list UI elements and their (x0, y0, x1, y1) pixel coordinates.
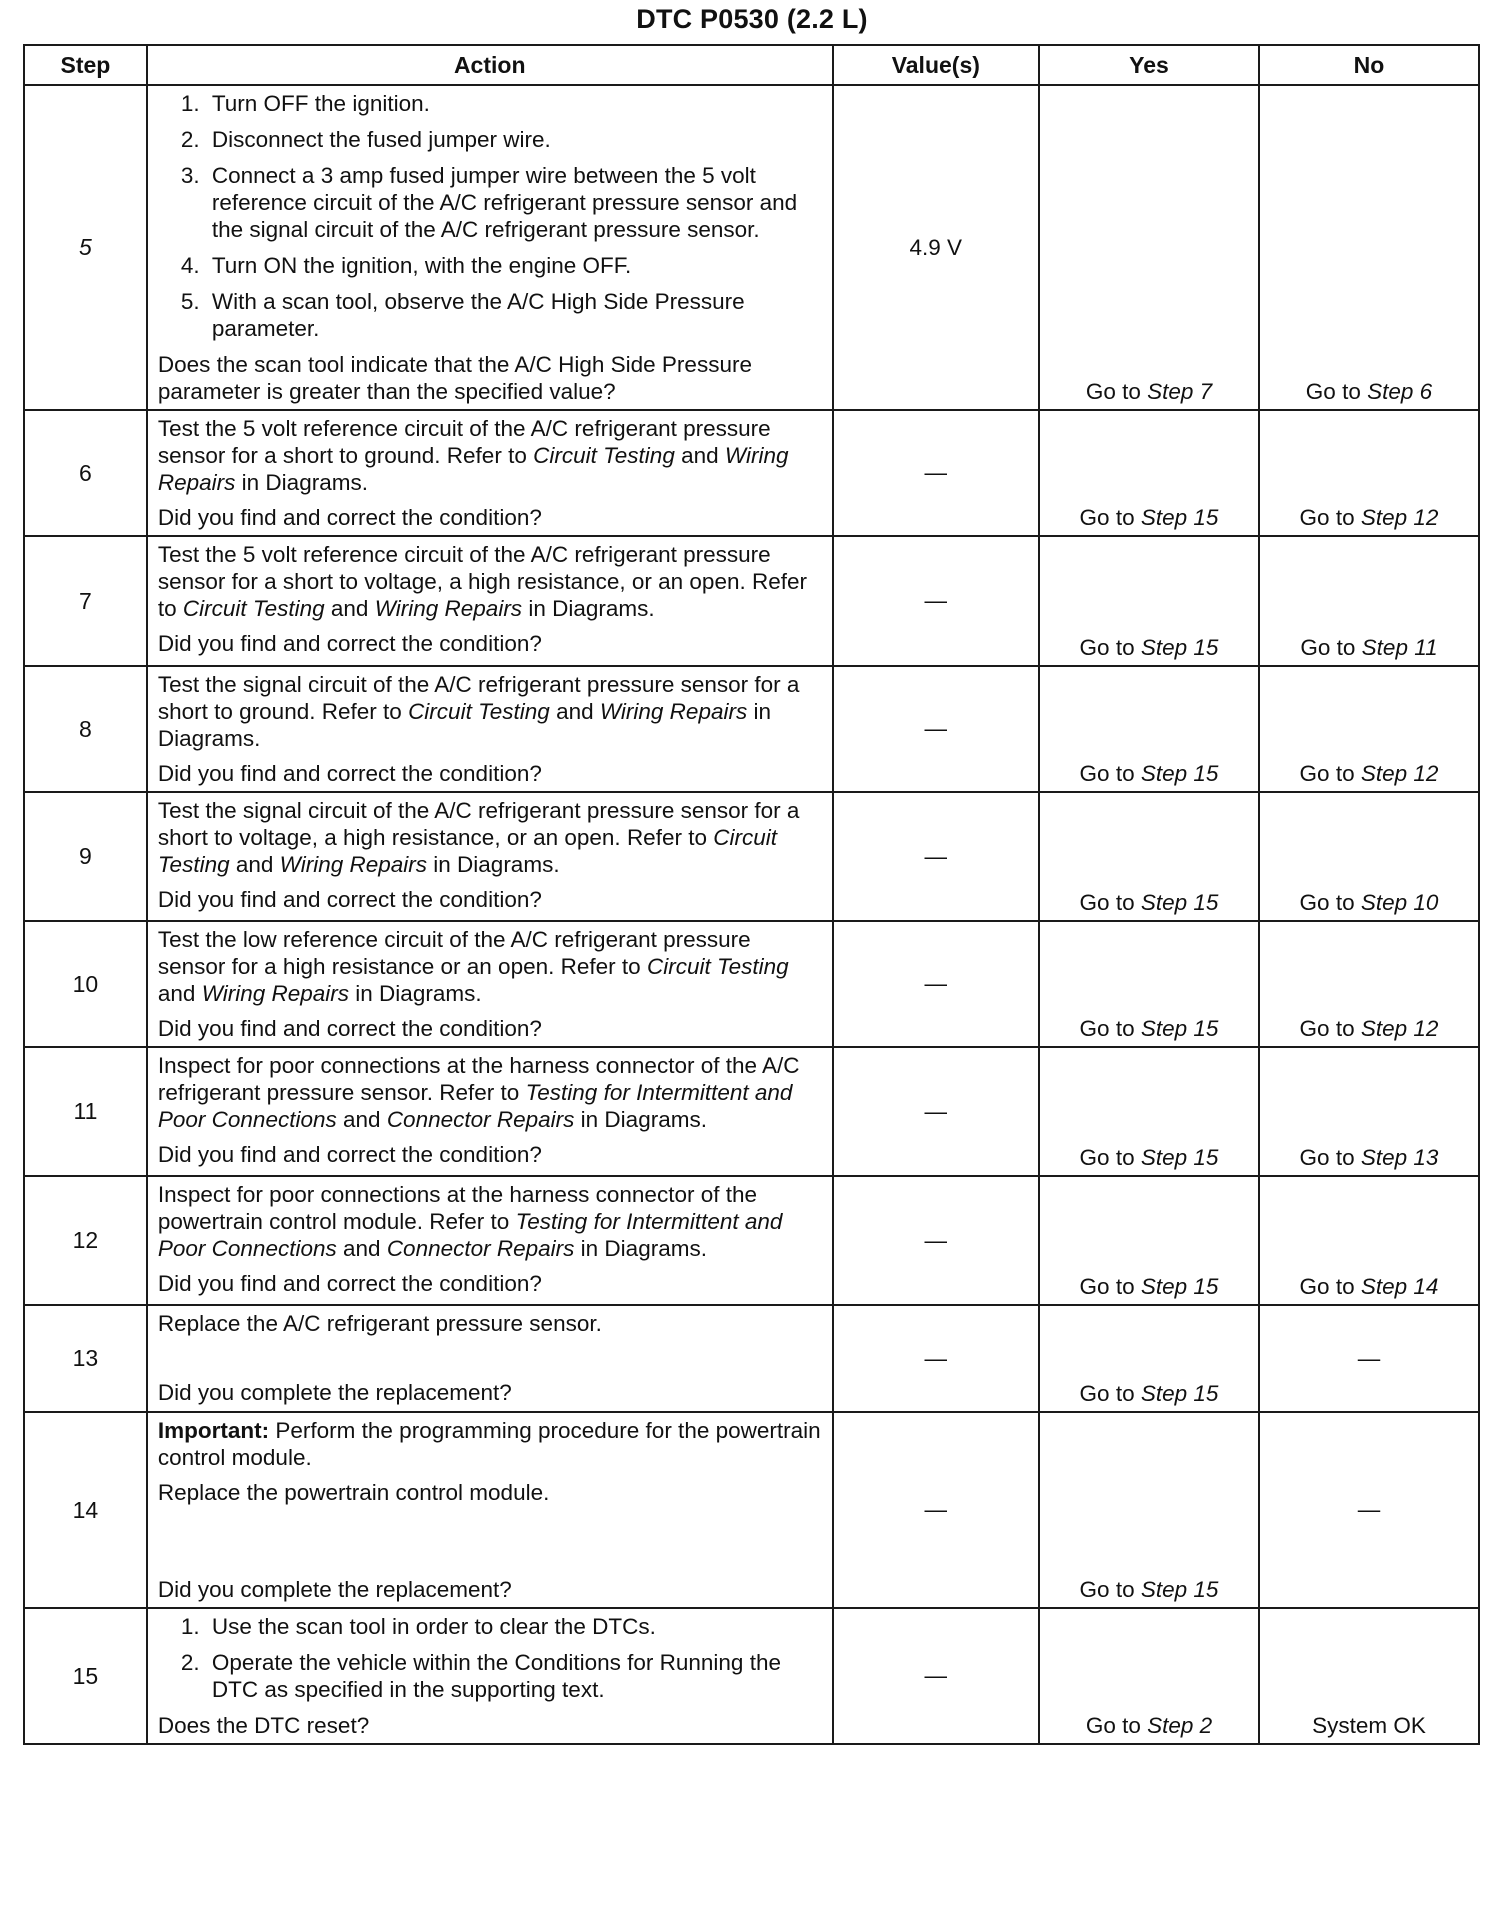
list-item: 3. Connect a 3 amp fused jumper wire between the 5 volt reference circuit of the A/C refrigerant pressure sensor and the signal circuit of the A/C refrigerant pressure sensor. (206, 162, 822, 243)
action-question: Did you find and correct the condition? (157, 505, 542, 530)
step-ref: Step 11 (1361, 635, 1438, 660)
yes-cell: Go to Step 15 (1039, 410, 1259, 536)
action-text: Test the 5 volt reference circuit of the A/C refrigerant pressure sensor for a short to ground. Refer to Circuit Testing and Wiring Repairs in Diagrams. (157, 416, 789, 495)
step-ref: Step 15 (1140, 1577, 1219, 1602)
value-cell: — (833, 1305, 1039, 1412)
no-cell: Go to Step 10 (1259, 792, 1479, 921)
value-cell: — (833, 410, 1039, 536)
step-number: 8 (24, 666, 147, 792)
step-ref: Step 12 (1360, 761, 1439, 786)
step-ref: Step 10 (1360, 890, 1439, 915)
action-question: Did you find and correct the condition? (157, 1142, 542, 1167)
no-cell: Go to Step 11 (1259, 536, 1479, 666)
value-cell: — (833, 921, 1039, 1047)
step-ref: Step 14 (1360, 1274, 1439, 1299)
step-number: 6 (24, 410, 147, 536)
yes-cell (1039, 85, 1259, 410)
action-question: Did you find and correct the condition? (157, 887, 542, 912)
step-ref: Step 15 (1140, 1016, 1219, 1041)
header-no: No (1259, 45, 1479, 85)
value-cell: — (833, 1047, 1039, 1176)
list-item: 2. Operate the vehicle within the Conditions for Running the DTC as specified in the supporting text. (206, 1649, 822, 1703)
step-number: 10 (24, 921, 147, 1047)
table-row (24, 1305, 1479, 1412)
diagnostic-table (23, 44, 1480, 1745)
action-text: Test the low reference circuit of the A/C refrigerant pressure sensor for a high resistance or an open. Refer to Circuit Testing and Wiring Repairs in Diagrams. (157, 927, 789, 1006)
action-question: Did you find and correct the condition? (157, 1271, 542, 1296)
page-title: DTC P0530 (2.2 L) (636, 4, 868, 34)
list-item: 4. Turn ON the ignition, with the engine OFF. (206, 252, 822, 279)
no-cell: — (1259, 1305, 1479, 1412)
no-cell: System OK (1259, 1608, 1479, 1744)
action-cell (147, 1305, 833, 1412)
step-ref: Step 2 (1147, 1713, 1213, 1738)
step-number: 15 (24, 1608, 147, 1744)
value-cell: 4.9 V (833, 85, 1039, 410)
value-cell: — (833, 1176, 1039, 1305)
action-text: Test the signal circuit of the A/C refrigerant pressure sensor for a short to ground. Refer to Circuit Testing and Wiring Repairs in Diagrams. (157, 672, 800, 751)
no-cell: Go to Step 13 (1259, 1047, 1479, 1176)
action-question: Did you complete the replacement? (157, 1380, 512, 1405)
important-note: Important: Perform the programming procedure for the powertrain control module. (157, 1418, 821, 1470)
step-number: 12 (24, 1176, 147, 1305)
yes-cell: Go to Step 15 (1039, 792, 1259, 921)
action-cell (147, 921, 833, 1047)
list-item: 1. Use the scan tool in order to clear the DTCs. (206, 1613, 822, 1640)
step-number: 5 (24, 85, 147, 410)
value-cell: — (833, 536, 1039, 666)
action-text: Test the 5 volt reference circuit of the A/C refrigerant pressure sensor for a short to voltage, a high resistance, or an open. Refer to Circuit Testing and Wiring Repairs in Diagrams. (157, 542, 808, 621)
step-number: 13 (24, 1305, 147, 1412)
table-row (24, 921, 1479, 1047)
action-text: Replace the powertrain control module. (157, 1480, 550, 1505)
action-question: Did you complete the replacement? (157, 1577, 512, 1602)
action-text: Inspect for poor connections at the harness connector of the A/C refrigerant pressure sensor. Refer to Testing for Intermittent and Poor Connections and Connector Repairs in Diagrams. (157, 1053, 800, 1132)
step-ref: Step 13 (1360, 1145, 1439, 1170)
step-ref: Step 15 (1140, 635, 1219, 660)
yes-cell: Go to Step 15 (1039, 1305, 1259, 1412)
table-row (24, 1176, 1479, 1305)
table-row (24, 536, 1479, 666)
value-cell: — (833, 1412, 1039, 1608)
header-values: Value(s) (833, 45, 1039, 85)
list-item: 5. With a scan tool, observe the A/C High Side Pressure parameter. (206, 288, 822, 342)
step-ref: Step 15 (1140, 1381, 1219, 1406)
step-ref: Step 12 (1360, 1016, 1439, 1041)
action-cell (147, 410, 833, 536)
step-ref: Step 6 (1367, 379, 1433, 404)
no-cell: Go to Step 12 (1259, 921, 1479, 1047)
header-step: Step (24, 45, 147, 85)
step-ref: Step 15 (1140, 890, 1219, 915)
action-question: Did you find and correct the condition? (157, 1016, 542, 1041)
yes-cell: Go to Step 15 (1039, 921, 1259, 1047)
yes-cell: Go to Step 15 (1039, 666, 1259, 792)
step-number: 11 (24, 1047, 147, 1176)
yes-cell: Go to Step 2 (1039, 1608, 1259, 1744)
action-list (158, 1613, 822, 1703)
no-cell: Go to Step 12 (1259, 410, 1479, 536)
action-question: Does the scan tool indicate that the A/C High Side Pressure parameter is greater than the specified value? (157, 352, 752, 404)
action-cell (147, 666, 833, 792)
list-item: 2. Disconnect the fused jumper wire. (206, 126, 822, 153)
table-row (24, 792, 1479, 921)
goto-text: Go to (1305, 379, 1368, 404)
value-cell: — (833, 1608, 1039, 1744)
step-ref: Step 12 (1360, 505, 1439, 530)
no-cell (1259, 85, 1479, 410)
action-text: Inspect for poor connections at the harness connector of the powertrain control module. Refer to Testing for Intermittent and Poor Connections and Connector Repairs in Diagrams. (157, 1182, 783, 1261)
step-ref: Step 15 (1140, 761, 1219, 786)
action-question: Did you find and correct the condition? (157, 631, 542, 656)
action-question: Did you find and correct the condition? (157, 761, 542, 786)
step-ref: Step 15 (1140, 1274, 1219, 1299)
action-question: Does the DTC reset? (157, 1713, 370, 1738)
action-text: Replace the A/C refrigerant pressure sensor. (157, 1311, 602, 1336)
action-cell (147, 536, 833, 666)
header-row (24, 45, 1479, 85)
value-cell: — (833, 666, 1039, 792)
step-ref: Step 15 (1140, 505, 1219, 530)
no-cell: — (1259, 1412, 1479, 1608)
action-cell (147, 85, 833, 410)
yes-cell: Go to Step 15 (1039, 1047, 1259, 1176)
action-cell (147, 1412, 833, 1608)
yes-cell: Go to Step 15 (1039, 536, 1259, 666)
value-cell: — (833, 792, 1039, 921)
table-row (24, 410, 1479, 536)
step-number: 14 (24, 1412, 147, 1608)
action-cell (147, 1608, 833, 1744)
table-row (24, 1608, 1479, 1744)
action-cell (147, 792, 833, 921)
step-number: 9 (24, 792, 147, 921)
yes-cell: Go to Step 15 (1039, 1412, 1259, 1608)
table-row (24, 85, 1479, 410)
action-text: Test the signal circuit of the A/C refrigerant pressure sensor for a short to voltage, a high resistance, or an open. Refer to Circuit Testing and Wiring Repairs in Diagrams. (157, 798, 800, 877)
goto-text: Go to (1085, 379, 1148, 404)
action-list (158, 90, 822, 342)
table-row (24, 666, 1479, 792)
header-action: Action (147, 45, 833, 85)
action-cell (147, 1176, 833, 1305)
step-number: 7 (24, 536, 147, 666)
table-row (24, 1047, 1479, 1176)
list-item: 1. Turn OFF the ignition. (206, 90, 822, 117)
header-yes: Yes (1039, 45, 1259, 85)
action-cell (147, 1047, 833, 1176)
step-ref: Step 15 (1140, 1145, 1219, 1170)
table-row (24, 1412, 1479, 1608)
step-ref: Step 7 (1147, 379, 1213, 404)
yes-cell: Go to Step 15 (1039, 1176, 1259, 1305)
no-cell: Go to Step 12 (1259, 666, 1479, 792)
no-cell: Go to Step 14 (1259, 1176, 1479, 1305)
